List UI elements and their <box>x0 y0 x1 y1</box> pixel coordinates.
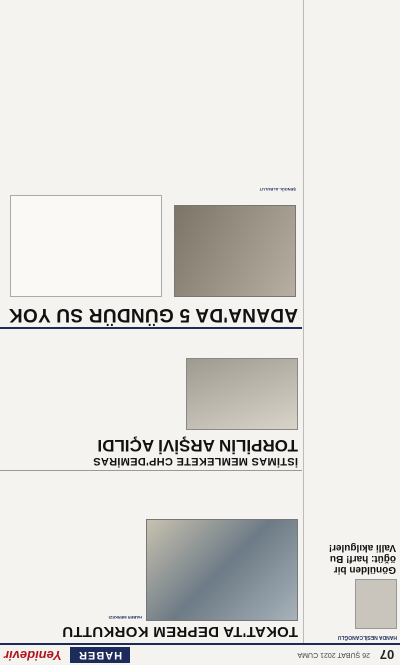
newspaper-logo: Yenidevir <box>4 648 63 663</box>
opinion-title: Gönülden bir öğüt: harf! Bu Valli akılguler! <box>328 542 396 575</box>
story-water-body <box>250 185 296 191</box>
opinion-author: HANDA NESİLCANOĞLU <box>337 634 397 640</box>
story-water-photo <box>174 205 296 297</box>
story-earthquake-body <box>96 613 142 619</box>
page-number: 07 <box>379 647 395 663</box>
opinion-column <box>303 0 400 643</box>
body-column <box>250 185 296 191</box>
story-earthquake <box>0 473 302 643</box>
story-archive-kicker: İSTİMAS MEMLEKETE CHP'DEMİRAS <box>92 455 298 467</box>
official-document-image <box>10 195 162 297</box>
section-label: HABER <box>70 647 130 663</box>
story-earthquake-photo <box>146 519 298 621</box>
story-earthquake-headline: TOKAT'TA DEPREM KORKUTTU <box>61 623 298 640</box>
story-water <box>0 0 302 329</box>
story-archive <box>0 330 302 471</box>
story-earthquake-byline: HABER MERKEZİ <box>108 615 142 620</box>
body-column <box>96 613 142 619</box>
issue-date: 26 ŞUBAT 2021 CUMA <box>297 651 370 659</box>
page-header <box>0 643 400 665</box>
story-water-byline: ŞENGÜL ALBULUT <box>259 187 296 192</box>
story-archive-photo <box>186 358 298 430</box>
story-archive-headline: TORPİLİN ARŞİVİ AÇILDI <box>97 436 298 455</box>
story-water-headline: ADANA'DA 5 GÜNDÜR SU YOK <box>8 304 298 325</box>
author-photo <box>355 579 397 629</box>
